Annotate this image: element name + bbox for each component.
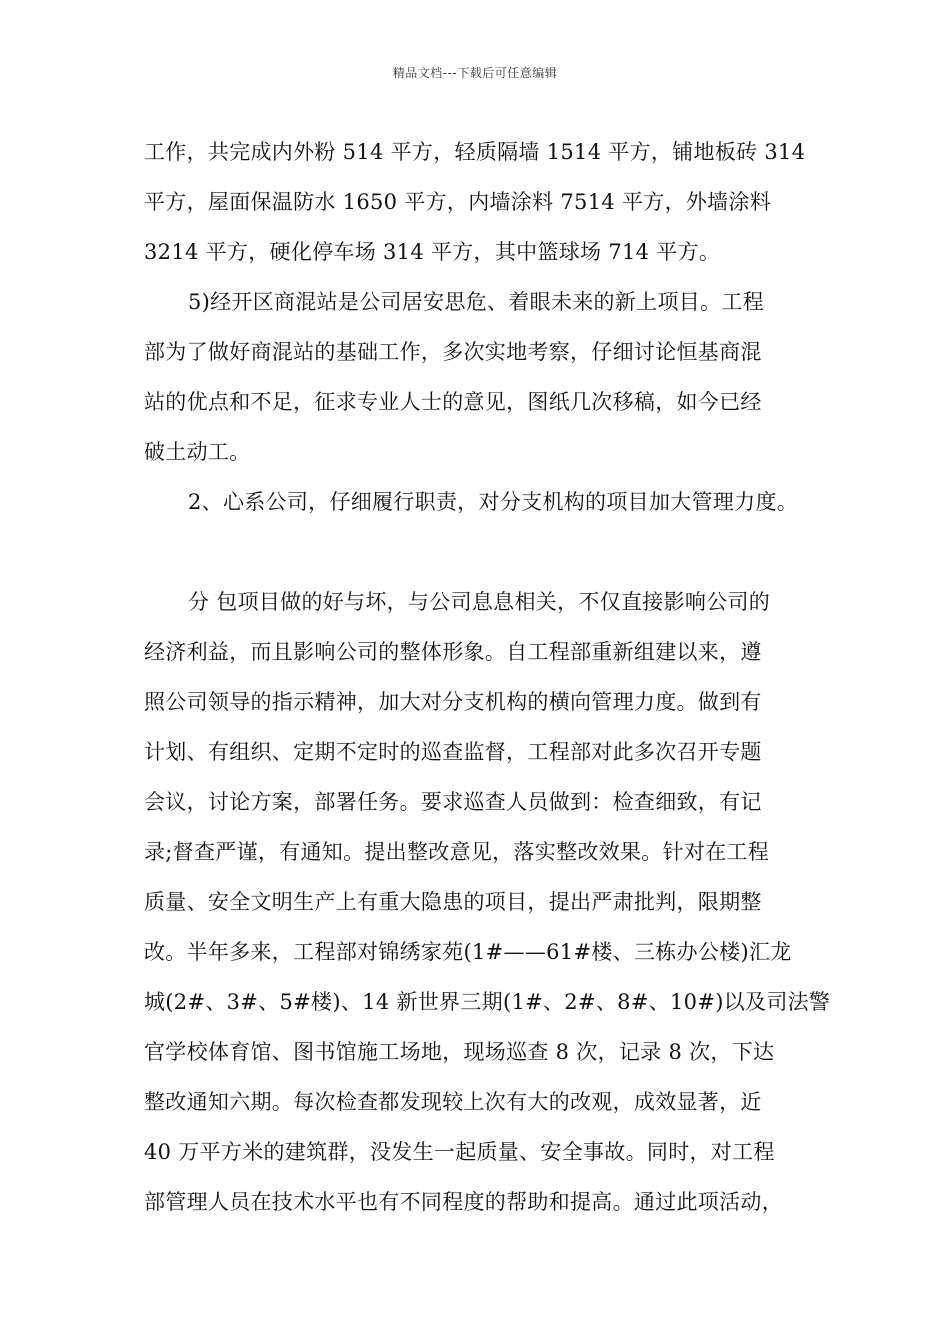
text-line: 城(2#、3#、5#楼)、14 新世界三期(1#、2#、8#、10#)以及司法警 xyxy=(144,990,831,1014)
text-line: 部为了做好商混站的基础工作，多次实地考察，仔细讨论恒基商混 xyxy=(144,340,762,364)
text-line: 照公司领导的指示精神，加大对分支机构的横向管理力度。做到有 xyxy=(144,690,762,714)
text-line: 经济利益，而且影响公司的整体形象。自工程部重新组建以来，遵 xyxy=(144,640,762,664)
body-text xyxy=(144,134,834,1234)
text-line: 工作，共完成内外粉 514 平方，轻质隔墙 1514 平方，铺地板砖 314 xyxy=(144,140,806,164)
text-line: 破土动工。 xyxy=(144,440,251,464)
text-line: 计划、有组织、定期不定时的巡查监督，工程部对此多次召开专题 xyxy=(144,740,762,764)
paragraph-start-line: 5)经开区商混站是公司居安思危、着眼未来的新上项目。工程 xyxy=(188,290,764,314)
section-heading-line: 2、心系公司，仔细履行职责，对分支机构的项目加大管理力度。 xyxy=(188,490,799,514)
text-line: 质量、安全文明生产上有重大隐患的项目，提出严肃批判，限期整 xyxy=(144,890,762,914)
text-line: 改。半年多来，工程部对锦绣家苑(1#——61#楼、三栋办公楼)汇龙 xyxy=(144,940,792,964)
text-line: 录;督查严谨，有通知。提出整改意见，落实整改效果。针对在工程 xyxy=(144,840,770,864)
blank-line xyxy=(144,534,834,584)
page-header: 精品文档---下载后可任意编辑 xyxy=(392,66,558,80)
text-line: 会议，讨论方案，部署任务。要求巡查人员做到：检查细致，有记 xyxy=(144,790,762,814)
text-line: 平方，屋面保温防水 1650 平方，内墙涂料 7514 平方，外墙涂料 xyxy=(144,190,772,214)
text-line: 站的优点和不足，征求专业人士的意见，图纸几次移稿，如今已经 xyxy=(144,390,762,414)
text-line: 3214 平方，硬化停车场 314 平方，其中篮球场 714 平方。 xyxy=(144,240,721,264)
text-line: 40 万平方米的建筑群，没发生一起质量、安全事故。同时，对工程 xyxy=(144,1140,775,1164)
text-line: 整改通知六期。每次检查都发现较上次有大的改观，成效显著，近 xyxy=(144,1090,762,1114)
text-line: 官学校体育馆、图书馆施工场地，现场巡查 8 次，记录 8 次，下达 xyxy=(144,1040,775,1064)
text-line: 部管理人员在技术水平也有不同程度的帮助和提高。通过此项活动， xyxy=(144,1190,783,1214)
paragraph-start-line: 分 包项目做的好与坏，与公司息息相关，不仅直接影响公司的 xyxy=(188,590,771,614)
